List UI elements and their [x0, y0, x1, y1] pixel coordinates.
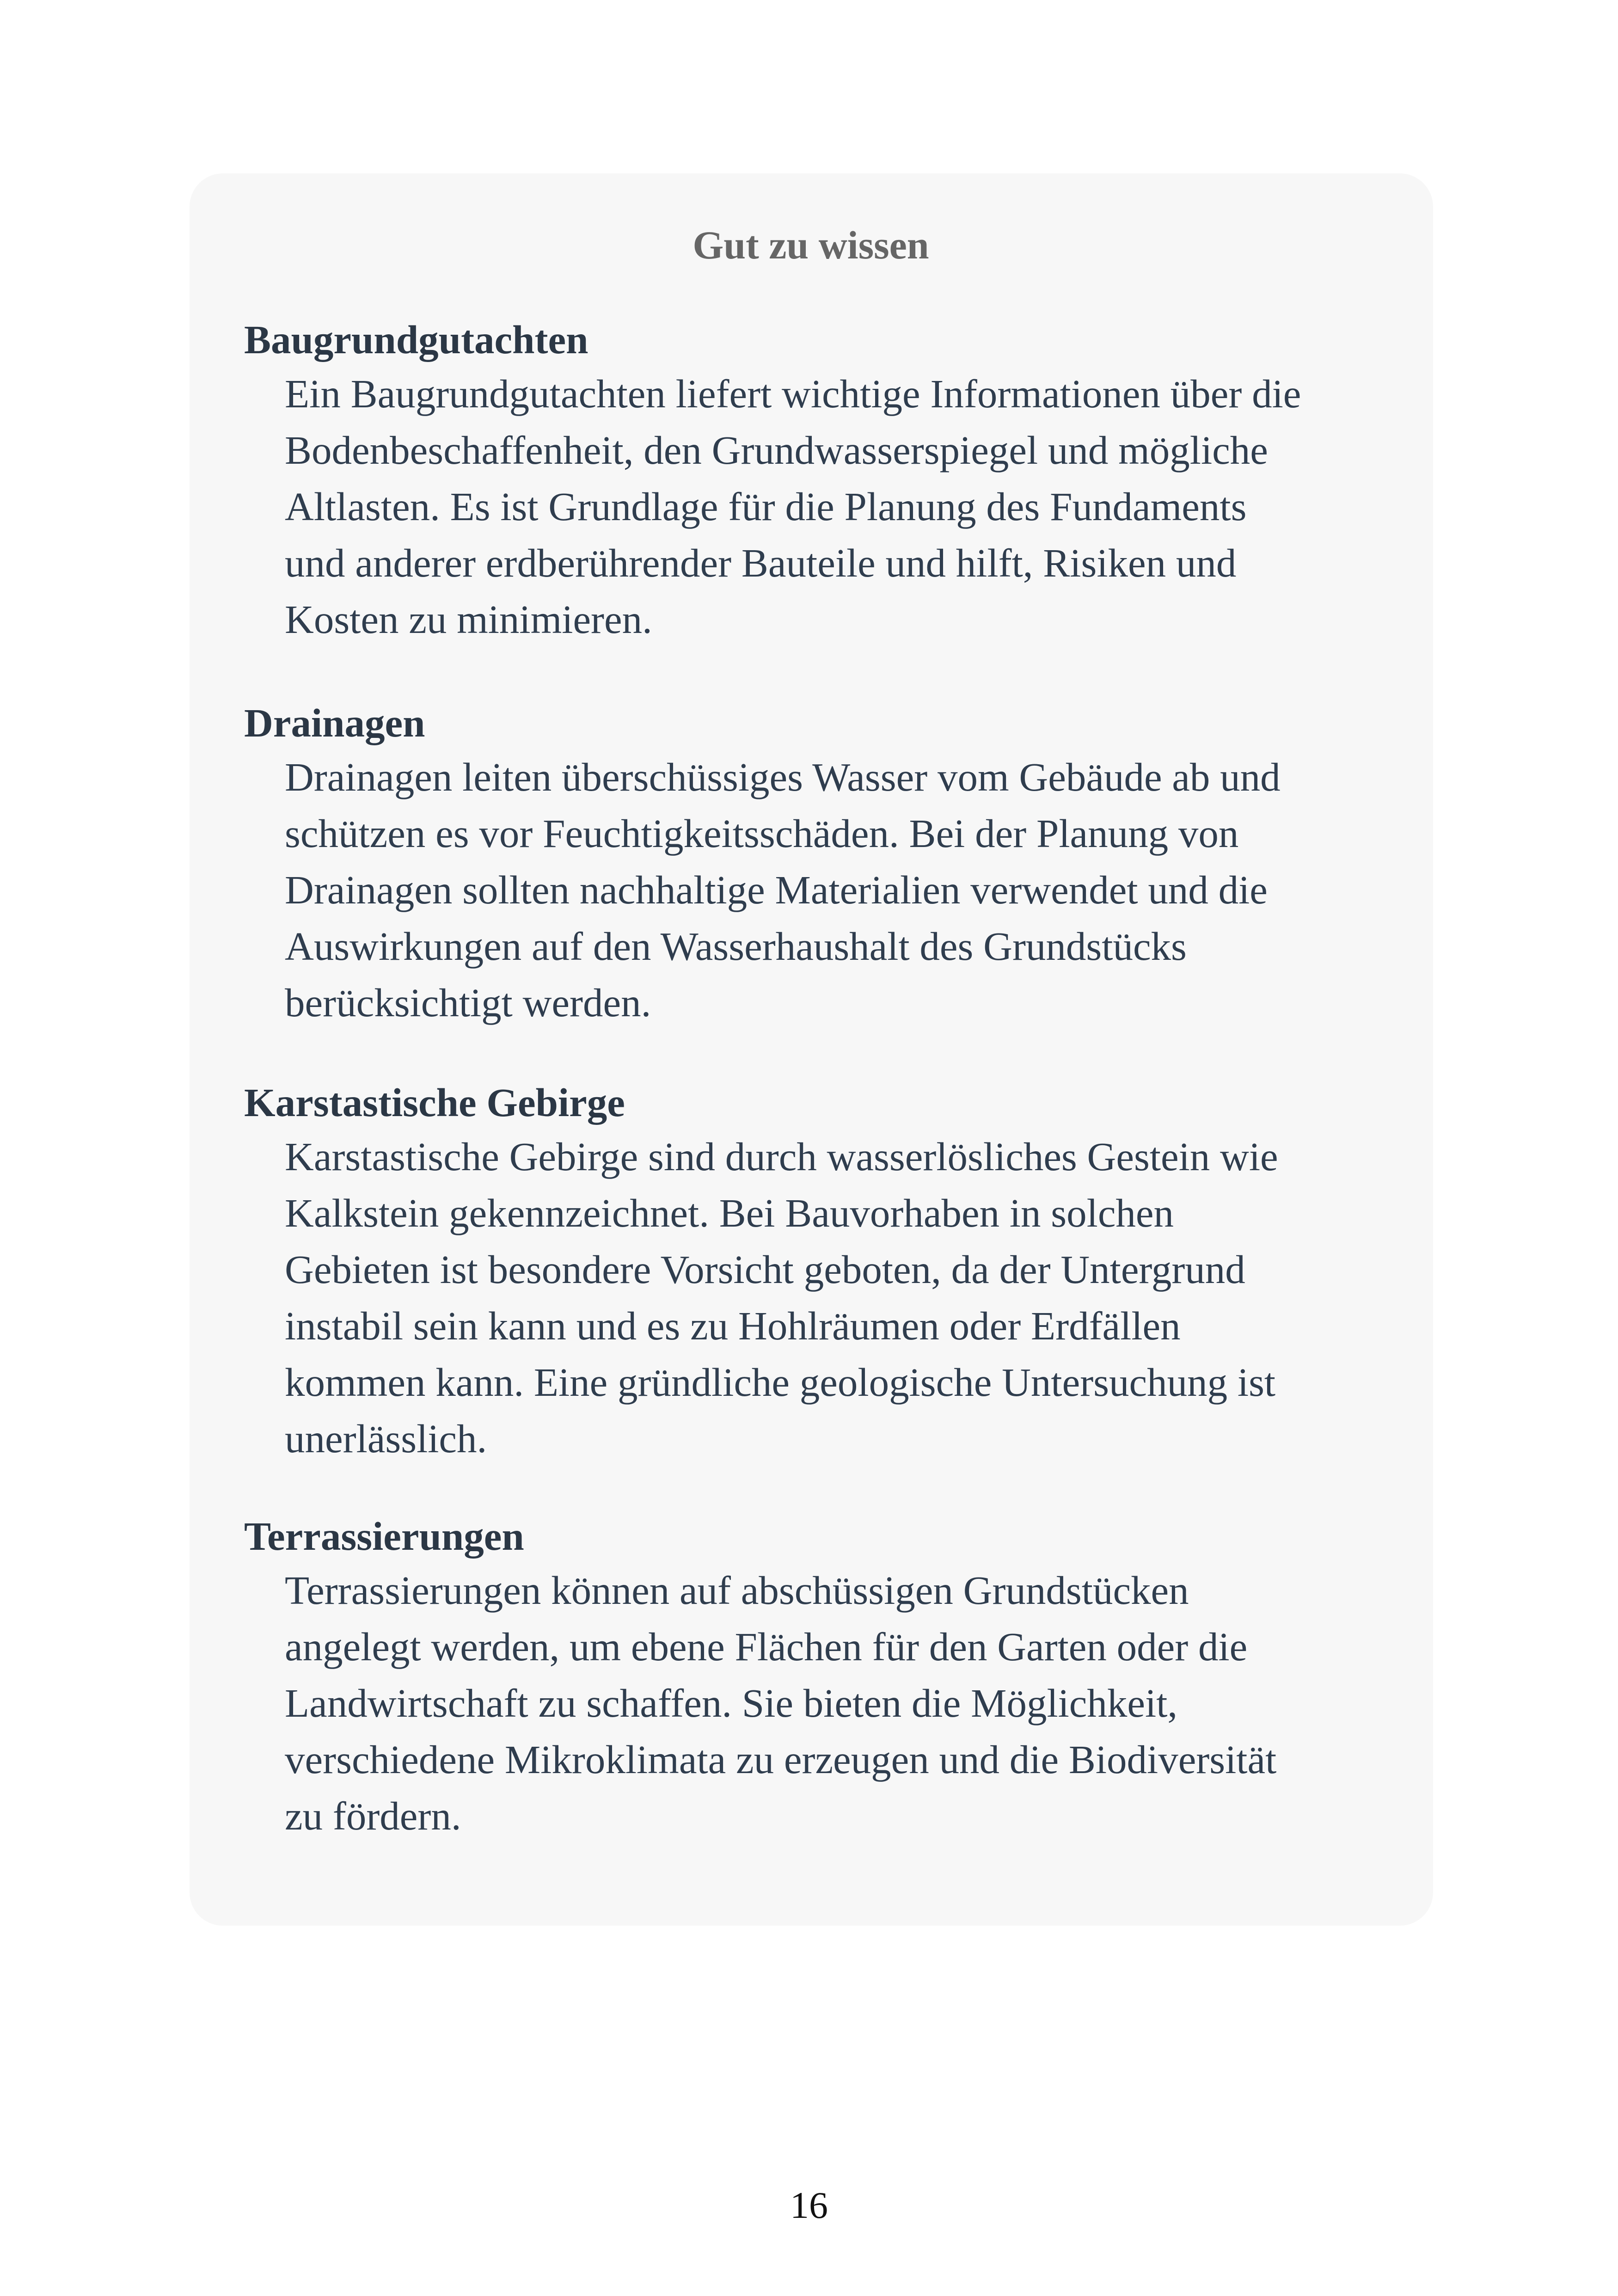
text-line: Altlasten. Es ist Grundlage für die Planung des Fundaments	[285, 484, 1247, 529]
text-line: schützen es vor Feuchtigkeitsschäden. Bei der Planung von	[285, 811, 1239, 856]
glossary-entry-terrassierungen	[244, 1513, 1378, 1844]
text-line: Kalkstein gekennzeichnet. Bei Bauvorhaben in solchen	[285, 1191, 1174, 1235]
box-title: Gut zu wissen	[693, 223, 929, 267]
page-number: 16	[790, 2184, 828, 2226]
text-line: Ein Baugrundgutachten liefert wichtige Informationen über die	[285, 371, 1301, 416]
entry-term: Terrassierungen	[244, 1514, 524, 1559]
good-to-know-box	[190, 173, 1433, 1926]
glossary-entry-karstastische-gebirge	[244, 1080, 1378, 1467]
text-line: Terrassierungen können auf abschüssigen Grundstücken	[285, 1568, 1189, 1613]
entry-term: Karstastische Gebirge	[244, 1080, 625, 1125]
text-line: angelegt werden, um ebene Flächen für den Garten oder die	[285, 1624, 1248, 1669]
entry-description	[285, 1562, 1378, 1844]
entry-term: Drainagen	[244, 700, 425, 745]
text-line: kommen kann. Eine gründliche geologische Untersuchung ist	[285, 1360, 1276, 1405]
text-line: zu fördern.	[285, 1793, 461, 1838]
text-line: Auswirkungen auf den Wasserhaushalt des Grundstücks	[285, 924, 1187, 969]
text-line: und anderer erdberührender Bauteile und hilft, Risiken und	[285, 540, 1237, 585]
glossary-entry-baugrundgutachten	[244, 317, 1378, 648]
text-line: unerlässlich.	[285, 1416, 487, 1461]
text-line: Kosten zu minimieren.	[285, 597, 652, 642]
glossary-entry-drainagen	[244, 700, 1378, 1031]
text-line: Drainagen leiten überschüssiges Wasser vom Gebäude ab und	[285, 755, 1281, 799]
text-line: verschiedene Mikroklimata zu erzeugen und die Biodiversität	[285, 1737, 1277, 1782]
entry-description	[285, 366, 1378, 648]
text-line: Gebieten ist besondere Vorsicht geboten, da der Untergrund	[285, 1247, 1245, 1292]
text-line: Drainagen sollten nachhaltige Materialien verwendet und die	[285, 867, 1268, 912]
text-line: Landwirtschaft zu schaffen. Sie bieten die Möglichkeit,	[285, 1681, 1178, 1725]
entry-description	[285, 749, 1378, 1031]
entry-description	[285, 1129, 1378, 1467]
text-line: instabil sein kann und es zu Hohlräumen oder Erdfällen	[285, 1303, 1181, 1348]
entry-term: Baugrundgutachten	[244, 317, 588, 362]
text-line: Bodenbeschaffenheit, den Grundwasserspiegel und mögliche	[285, 428, 1268, 473]
text-line: berücksichtigt werden.	[285, 980, 651, 1025]
text-line: Karstastische Gebirge sind durch wasserlösliches Gestein wie	[285, 1134, 1278, 1179]
